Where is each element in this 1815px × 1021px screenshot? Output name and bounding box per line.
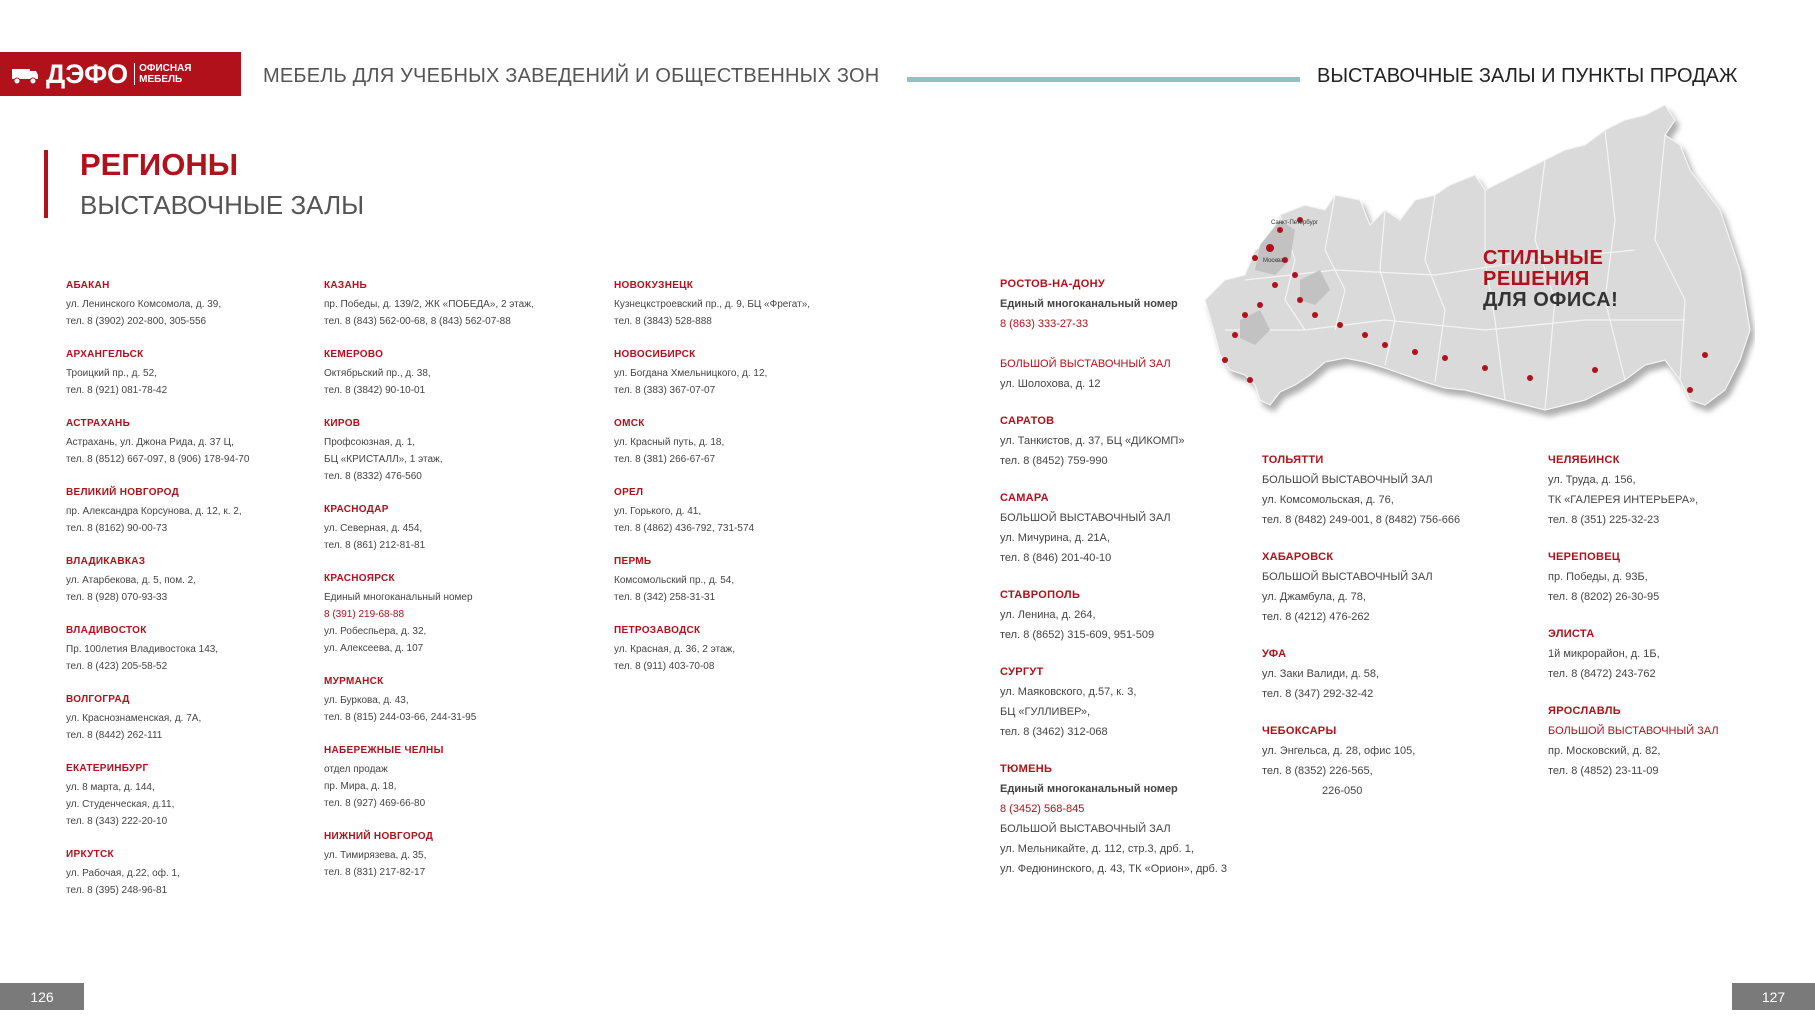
city-name: АСТРАХАНЬ xyxy=(66,418,131,429)
region-entry xyxy=(614,345,874,399)
region-entry xyxy=(614,276,874,330)
address-line: тел. 8 (383) 367-07-07 xyxy=(614,385,716,396)
map-label-spb: Санкт-Петербург xyxy=(1271,220,1319,226)
address-line: Октябрьский пр., д. 38, xyxy=(324,368,431,379)
address-line: пр. Александра Корсунова, д. 12, к. 2, xyxy=(66,506,242,517)
city-name: КРАСНОДАР xyxy=(324,504,389,515)
map-illustration xyxy=(1185,100,1755,440)
address-line: тел. 8 (8352) 226-565, xyxy=(1262,765,1373,777)
address-line: тел. 8 (921) 081-78-42 xyxy=(66,385,168,396)
address-line: тел. 8 (347) 292-32-42 xyxy=(1262,688,1374,700)
address-line: тел. 8 (343) 222-20-10 xyxy=(66,816,168,827)
address-line: Комсомольский пр., д. 54, xyxy=(614,575,735,586)
region-entry xyxy=(1548,450,1788,530)
region-entry xyxy=(1262,547,1532,627)
section-title: МЕБЕЛЬ ДЛЯ УЧЕБНЫХ ЗАВЕДЕНИЙ И ОБЩЕСТВЕННЫХ ЗОН xyxy=(263,65,880,87)
city-name: КЕМЕРОВО xyxy=(324,349,384,360)
region-entry xyxy=(1262,450,1532,530)
address-line: 8 (391) 219-68-88 xyxy=(324,609,405,620)
region-entry xyxy=(324,500,604,554)
city-name: ПЕРМЬ xyxy=(614,556,652,567)
region-entry xyxy=(324,345,604,399)
city-name: ЭЛИСТА xyxy=(1548,628,1595,640)
city-name: ХАБАРОВСК xyxy=(1262,551,1334,563)
address-line: тел. 8 (8442) 262-111 xyxy=(66,730,163,741)
city-name: СТАВРОПОЛЬ xyxy=(1000,589,1081,601)
heading-accent-bar xyxy=(44,150,48,218)
region-entry xyxy=(66,690,316,744)
city-name: ОМСК xyxy=(614,418,645,429)
address-line: 8 (863) 333-27-33 xyxy=(1000,318,1089,330)
city-name: ВЛАДИВОСТОК xyxy=(66,625,147,636)
address-line: Кузнецкстроевский пр., д. 9, БЦ «Фрегат», xyxy=(614,299,811,310)
address-line: тел. 8 (843) 562-00-68, 8 (843) 562-07-88 xyxy=(324,316,511,327)
city-name: ВОЛГОГРАД xyxy=(66,694,130,705)
address-line: ул. Энгельса, д. 28, офис 105, xyxy=(1262,745,1416,757)
map-label-moscow: Москва xyxy=(1263,258,1284,264)
address-line: Профсоюзная, д. 1, xyxy=(324,437,416,448)
address-line: ул. Комсомольская, д. 76, xyxy=(1262,494,1394,506)
region-entry xyxy=(614,483,874,537)
page-number-left: 126 xyxy=(0,983,84,1010)
address-line: тел. 8 (928) 070-93-33 xyxy=(66,592,168,603)
city-name: ЧЕЛЯБИНСК xyxy=(1548,454,1620,466)
city-name: НОВОСИБИРСК xyxy=(614,349,696,360)
address-line: ул. Горького, д. 41, xyxy=(614,506,702,517)
chapter-title: ВЫСТАВОЧНЫЕ ЗАЛЫ И ПУНКТЫ ПРОДАЖ xyxy=(1317,65,1738,87)
region-entry xyxy=(66,621,316,675)
address-line: тел. 8 (8472) 243-762 xyxy=(1548,668,1656,680)
region-entry xyxy=(66,414,316,468)
address-line: тел. 8 (4212) 476-262 xyxy=(1262,611,1370,623)
address-line: 1й микрорайон, д. 1Б, xyxy=(1548,648,1660,660)
address-line: БОЛЬШОЙ ВЫСТАВОЧНЫЙ ЗАЛ xyxy=(1000,358,1171,370)
address-line: Единый многоканальный номер xyxy=(324,592,473,603)
city-name: КИРОВ xyxy=(324,418,361,429)
logo-text: ДЭФО xyxy=(46,58,129,89)
address-line: тел. 8 (8482) 249-001, 8 (8482) 756-666 xyxy=(1262,514,1461,526)
address-line: ул. Красный путь, д. 18, xyxy=(614,437,725,448)
address-line: пр. Победы, д. 139/2, ЖК «ПОБЕДА», 2 этаж, xyxy=(324,299,534,310)
address-line: Единый многоканальный номер xyxy=(1000,298,1178,310)
city-name: МУРМАНСК xyxy=(324,676,384,687)
address-line: пр. Мира, д. 18, xyxy=(324,781,397,792)
address-line: тел. 8 (927) 469-66-80 xyxy=(324,798,426,809)
region-entry xyxy=(614,414,874,468)
address-line: ул. Рабочая, д.22, оф. 1, xyxy=(66,868,180,879)
region-entry xyxy=(1262,721,1532,801)
city-name: РОСТОВ-НА-ДОНУ xyxy=(1000,278,1105,290)
address-line: ул. Заки Валиди, д. 58, xyxy=(1262,668,1380,680)
address-line: ул. Северная, д. 454, xyxy=(324,523,423,534)
address-line: тел. 8 (3462) 312-068 xyxy=(1000,726,1108,738)
address-line: отдел продаж xyxy=(324,764,388,775)
address-line: ул. Краснознаменская, д. 7А, xyxy=(66,713,202,724)
region-entry xyxy=(1000,759,1260,879)
address-line: пр. Победы, д. 93Б, xyxy=(1548,571,1648,583)
city-name: ЕКАТЕРИНБУРГ xyxy=(66,763,149,774)
region-entry xyxy=(1000,488,1260,568)
address-line: тел. 8 (8452) 759-990 xyxy=(1000,455,1108,467)
header-divider xyxy=(907,77,1300,82)
address-line: БОЛЬШОЙ ВЫСТАВОЧНЫЙ ЗАЛ xyxy=(1000,512,1171,524)
slogan-line-3: ДЛЯ ОФИСА! xyxy=(1483,289,1619,311)
regions-column-2 xyxy=(324,276,604,896)
region-entry xyxy=(66,345,316,399)
region-entry xyxy=(1262,644,1532,704)
city-name: АРХАНГЕЛЬСК xyxy=(66,349,144,360)
region-entry xyxy=(324,672,604,726)
brand-logo xyxy=(0,52,241,96)
regions-column-1 xyxy=(66,276,316,914)
address-line: тел. 8 (3842) 90-10-01 xyxy=(324,385,426,396)
region-entry xyxy=(1548,701,1788,781)
city-name: НАБЕРЕЖНЫЕ ЧЕЛНЫ xyxy=(324,745,444,756)
region-entry xyxy=(324,827,604,881)
address-line: ул. Шолохова, д. 12 xyxy=(1000,378,1101,390)
region-entry xyxy=(324,276,604,330)
address-line: ул. Мичурина, д. 21А, xyxy=(1000,532,1110,544)
region-entry xyxy=(324,569,604,657)
region-entry xyxy=(324,414,604,485)
address-line: ул. Студенческая, д.11, xyxy=(66,799,175,810)
city-name: ИРКУТСК xyxy=(66,849,114,860)
regions-column-5 xyxy=(1262,450,1532,818)
city-name: ВЕЛИКИЙ НОВГОРОД xyxy=(66,487,179,498)
address-line: ул. Маяковского, д.57, к. 3, xyxy=(1000,686,1137,698)
address-line: тел. 8 (423) 205-58-52 xyxy=(66,661,168,672)
address-line: тел. 8 (395) 248-96-81 xyxy=(66,885,168,896)
address-line: ул. Красная, д. 36, 2 этаж, xyxy=(614,644,735,655)
city-name: ТОЛЬЯТТИ xyxy=(1262,454,1324,466)
address-line: Троицкий пр., д. 52, xyxy=(66,368,157,379)
regions-column-3 xyxy=(614,276,874,690)
address-line: ул. Буркова, д. 43, xyxy=(324,695,409,706)
address-line: Единый многоканальный номер xyxy=(1000,783,1178,795)
address-line: ТК «ГАЛЕРЕЯ ИНТЕРЬЕРА», xyxy=(1548,494,1699,506)
address-line: БЦ «ГУЛЛИВЕР», xyxy=(1000,706,1091,718)
region-entry xyxy=(66,276,316,330)
address-line: ул. Федюнинского, д. 43, ТК «Орион», дрб. 3 xyxy=(1000,863,1228,875)
address-line: пр. Московский, д. 82, xyxy=(1548,745,1661,757)
logo-subtext: ОФИСНАЯ МЕБЕЛЬ xyxy=(134,63,191,85)
slogan xyxy=(1483,248,1618,311)
region-entry xyxy=(1000,585,1260,645)
address-line: тел. 8 (3902) 202-800, 305-556 xyxy=(66,316,207,327)
address-line: 8 (3452) 568-845 xyxy=(1000,803,1085,815)
city-name: ВЛАДИКАВКАЗ xyxy=(66,556,146,567)
address-line: БОЛЬШОЙ ВЫСТАВОЧНЫЙ ЗАЛ xyxy=(1262,571,1433,583)
region-entry xyxy=(1000,662,1260,742)
address-line: тел. 8 (342) 258-31-31 xyxy=(614,592,716,603)
region-entry xyxy=(1548,624,1788,684)
city-name: НОВОКУЗНЕЦК xyxy=(614,280,694,291)
slogan-line-1: СТИЛЬНЫЕ xyxy=(1483,247,1604,269)
region-entry xyxy=(324,741,604,812)
address-line: ул. Алексеева, д. 107 xyxy=(324,643,424,654)
address-line: тел. 8 (815) 244-03-66, 244-31-95 xyxy=(324,712,477,723)
address-line: ул. Труда, д. 156, xyxy=(1548,474,1636,486)
city-name: КАЗАНЬ xyxy=(324,280,368,291)
city-name: ТЮМЕНЬ xyxy=(1000,763,1053,775)
russia-map xyxy=(1185,100,1755,440)
address-line: тел. 8 (911) 403-70-08 xyxy=(614,661,715,672)
regions-column-6 xyxy=(1548,450,1788,798)
address-line: БЦ «КРИСТАЛЛ», 1 этаж, xyxy=(324,454,443,465)
region-entry xyxy=(66,483,316,537)
address-line: БОЛЬШОЙ ВЫСТАВОЧНЫЙ ЗАЛ xyxy=(1262,474,1433,486)
region-entry xyxy=(614,621,874,675)
city-name: ЧЕБОКСАРЫ xyxy=(1262,725,1337,737)
address-line: ул. Ленинского Комсомола, д. 39, xyxy=(66,299,222,310)
address-line: ул. Ленина, д. 264, xyxy=(1000,609,1096,621)
address-line: тел. 8 (381) 266-67-67 xyxy=(614,454,716,465)
page-title: РЕГИОНЫ xyxy=(80,147,239,182)
address-line: 226-050 xyxy=(1322,785,1363,797)
address-line: тел. 8 (846) 201-40-10 xyxy=(1000,552,1112,564)
address-line: тел. 8 (8512) 667-097, 8 (906) 178-94-70 xyxy=(66,454,250,465)
address-line: ул. Робеспьера, д. 32, xyxy=(324,626,427,637)
region-entry xyxy=(614,552,874,606)
page-number-right: 127 xyxy=(1732,983,1815,1010)
truck-icon xyxy=(10,61,40,87)
address-line: тел. 8 (4852) 23-11-09 xyxy=(1548,765,1659,777)
region-entry xyxy=(66,845,316,899)
address-line: тел. 8 (8202) 26-30-95 xyxy=(1548,591,1660,603)
address-line: ул. 8 марта, д. 144, xyxy=(66,782,155,793)
slogan-line-2: РЕШЕНИЯ xyxy=(1483,268,1590,290)
address-line: Астрахань, ул. Джона Рида, д. 37 Ц, xyxy=(66,437,234,448)
address-line: ул. Атарбекова, д. 5, пом. 2, xyxy=(66,575,197,586)
city-name: ЧЕРЕПОВЕЦ xyxy=(1548,551,1621,563)
address-line: ул. Тимирязева, д. 35, xyxy=(324,850,427,861)
address-line: тел. 8 (8652) 315-609, 951-509 xyxy=(1000,629,1155,641)
address-line: тел. 8 (351) 225-32-23 xyxy=(1548,514,1660,526)
city-name: ЯРОСЛАВЛЬ xyxy=(1548,705,1621,717)
city-name: АБАКАН xyxy=(66,280,110,291)
city-name: СУРГУТ xyxy=(1000,666,1044,678)
address-line: БОЛЬШОЙ ВЫСТАВОЧНЫЙ ЗАЛ xyxy=(1000,823,1171,835)
address-line: тел. 8 (861) 212-81-81 xyxy=(324,540,426,551)
city-name: КРАСНОЯРСК xyxy=(324,573,395,584)
address-line: тел. 8 (3843) 528-888 xyxy=(614,316,712,327)
region-entry xyxy=(66,552,316,606)
city-name: НИЖНИЙ НОВГОРОД xyxy=(324,831,434,842)
address-line: тел. 8 (8162) 90-00-73 xyxy=(66,523,168,534)
page-subtitle: ВЫСТАВОЧНЫЕ ЗАЛЫ xyxy=(80,190,365,220)
address-line: ул. Мельникайте, д. 112, стр.3, дрб. 1, xyxy=(1000,843,1194,855)
address-line: Пр. 100летия Владивостока 143, xyxy=(66,644,219,655)
city-name: САМАРА xyxy=(1000,492,1049,504)
region-entry xyxy=(66,759,316,830)
city-name: САРАТОВ xyxy=(1000,415,1055,427)
address-line: тел. 8 (831) 217-82-17 xyxy=(324,867,426,878)
address-line: ул. Джамбула, д. 78, xyxy=(1262,591,1366,603)
city-name: ПЕТРОЗАВОДСК xyxy=(614,625,701,636)
city-name: УФА xyxy=(1262,648,1287,660)
region-entry xyxy=(1548,547,1788,607)
address-line: ул. Танкистов, д. 37, БЦ «ДИКОМП» xyxy=(1000,435,1185,447)
address-line: БОЛЬШОЙ ВЫСТАВОЧНЫЙ ЗАЛ xyxy=(1548,725,1719,737)
address-line: тел. 8 (4862) 436-792, 731-574 xyxy=(614,523,755,534)
city-name: ОРЕЛ xyxy=(614,487,644,498)
address-line: ул. Богдана Хмельницкого, д. 12, xyxy=(614,368,768,379)
address-line: тел. 8 (8332) 476-560 xyxy=(324,471,422,482)
